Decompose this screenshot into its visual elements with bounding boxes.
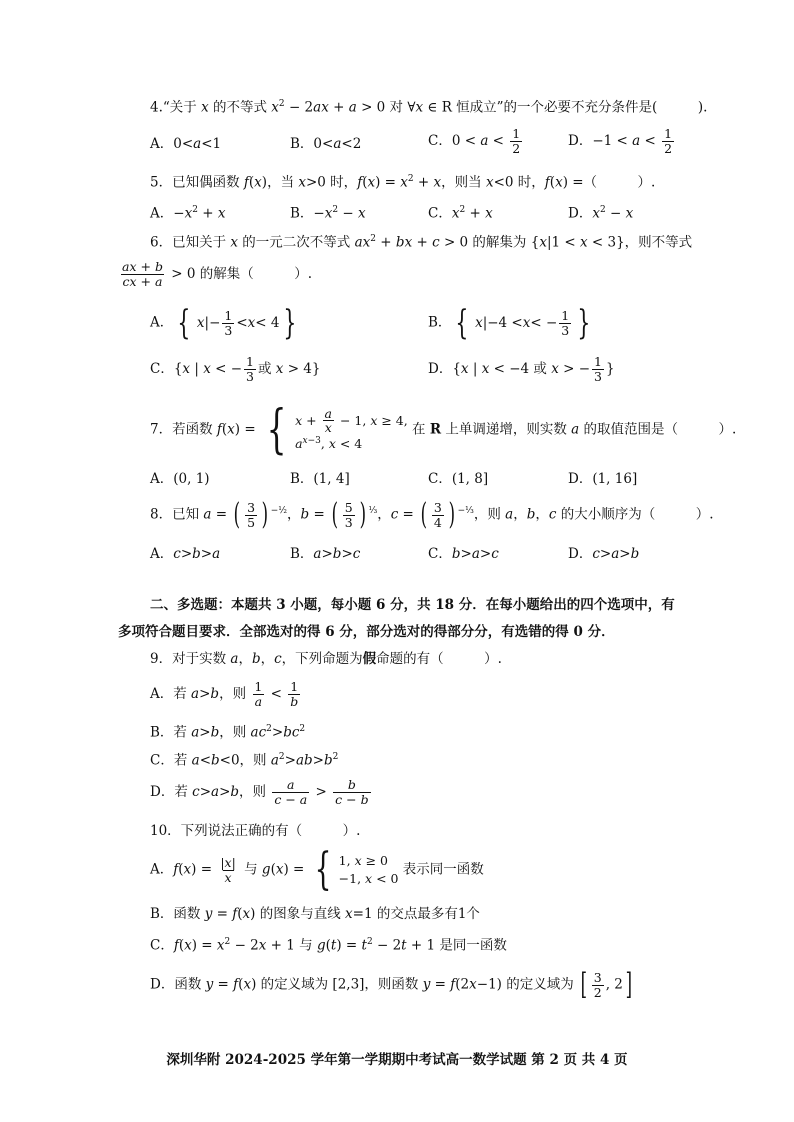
q6-option-a: A． { x |− $\frac{1}{3}$ < x < 4 } <box>150 303 297 343</box>
q7-option-b: B．(1, 4] <box>290 471 350 487</box>
q10-option-c: C．$f(x) = x^2 - 2x + 1$ 与 $g(t) = t^2 - 2t + 1$ 是同一函数 <box>150 937 507 954</box>
q8-option-c: C．b>a>c <box>428 546 499 562</box>
q8-stem: 8．已知 a = ( $\frac{3}{5}$ ) $^{-\frac{1}{2}}$，b = ( $\frac{5}{3}$ ) $^{\frac{1}{3}}$，c = ( $\frac{3}{4}$ ) $^{-\frac{1}{3}}$，则 a，b，c 的大小顺序为（ ）. <box>150 497 714 532</box>
q6-option-d: D．{x | x < −4 或 x > − $\frac{1}{3}$ } <box>428 354 615 384</box>
section2-heading-line1: 二、多选题：本题共 3 小题，每小题 6 分，共 18 分．在每小题给出的四个选项中，有 <box>150 597 675 613</box>
q6-option-c: C．{x | x < − $\frac{1}{3}$ 或 x > 4} <box>150 354 321 384</box>
q6-stem-line1: 6．已知关于 x 的一元二次不等式 $ax^2$ + bx + c > 0 的解集为 {x|1 < x < 3}，则不等式 <box>150 234 693 251</box>
q6-option-b: B． { x |−4 < x < − $\frac{1}{3}$ } <box>428 303 591 343</box>
q9-option-c: C．若 a<b<0，则 $a^2>ab>b^2$ <box>150 752 339 769</box>
page-footer: 深圳华附 2024-2025 学年第一学期期中考试高一数学试题 第 2 页 共 4 页 <box>166 1052 628 1068</box>
q7-option-c: C．(1, 8] <box>428 471 489 487</box>
q10-stem: 10．下列说法正确的有（ ）. <box>150 823 361 839</box>
section2-heading-line2: 多项符合题目要求．全部选对的得 6 分，部分选对的得部分分，有选错的得 0 分． <box>118 624 615 640</box>
q5-option-b: B．$-x^2 - x$ <box>290 205 366 222</box>
q4-stem: 4.“关于 x 的不等式 $x^2 - 2ax + a > 0$ 对 ∀x ∈ R 恒成立”的一个必要不充分条件是( ). <box>150 99 708 116</box>
q9-option-a: A．若 a>b，则 $\frac{1}{a}$ < $\frac{1}{b}$ <box>150 679 299 709</box>
q7-option-a: A．(0, 1) <box>150 471 210 487</box>
q4-option-c: C．0 < a < $\frac{1}{2}$ <box>428 126 521 156</box>
q9-stem: 9．对于实数 a，b，c，下列命题为假命题的有（ ）. <box>150 651 502 667</box>
q4-option-b: B．0<a<2 <box>290 136 362 152</box>
q4-option-d: D．−1 < a < $\frac{1}{2}$ <box>568 126 673 156</box>
q7-stem: 7．若函数 f(x) = { x + $\frac{a}{x}$ − 1, x ≥ 4, $a^{x-3}$, x < 4 在 R 上单调递增，则实数 a 的取值范围是（ ）. <box>150 400 737 460</box>
q9-option-d: D．若 c>a>b，则 $\frac{a}{c - a}$ > $\frac{b}{c - b}$ <box>150 777 369 807</box>
q7-option-d: D．(1, 16] <box>568 471 638 487</box>
q4-option-a: A．0<a<1 <box>150 136 222 152</box>
q6-stem-line2: $\frac{ax + b}{cx + a}$ > 0 的解集（ ）. <box>122 259 313 289</box>
q10-option-a: A．f(x) = $\frac{|x|}{x}$ 与 g(x) = { 1, x ≥ 0 −1, x < 0 表示同一函数 <box>150 844 484 895</box>
q5-option-d: D．$x^2 - x$ <box>568 205 634 222</box>
q8-option-b: B．a>b>c <box>290 546 361 562</box>
q5-stem: 5．已知偶函数 f(x)，当 x>0 时，$f(x) = x^2 + x$，则当 x<0 时，f(x) =（ ）. <box>150 174 656 191</box>
q10-option-b: B．函数 y = f(x) 的图象与直线 x=1 的交点最多有1个 <box>150 906 480 922</box>
q5-option-a: A．$-x^2 + x$ <box>150 205 226 222</box>
q8-option-d: D．c>a>b <box>568 546 640 562</box>
q5-option-c: C．$x^2 + x$ <box>428 205 493 222</box>
q9-option-b: B．若 a>b，则 $ac^2>bc^2$ <box>150 724 306 741</box>
q10-option-d: D．函数 y = f(x) 的定义域为 [2,3]，则函数 y = f(2x−1) 的定义域为 [ $\frac{3}{2}$ , 2] <box>150 967 632 1002</box>
q8-option-a: A．c>b>a <box>150 546 221 562</box>
